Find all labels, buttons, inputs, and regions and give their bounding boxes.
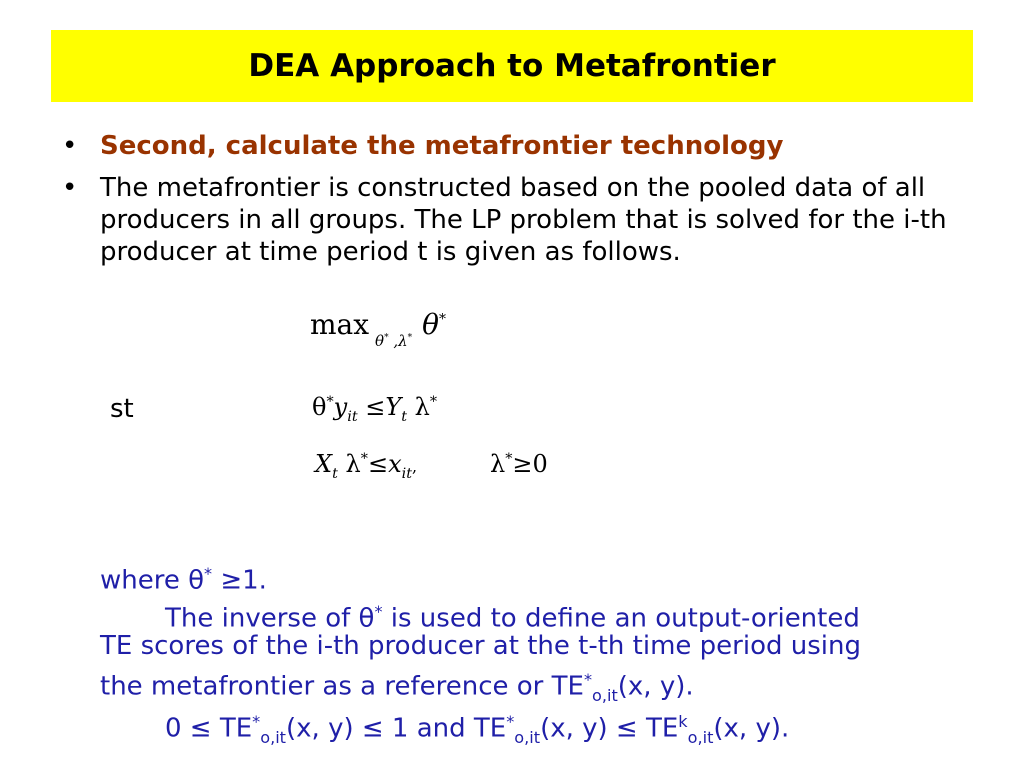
max-operator: max: [310, 308, 370, 341]
where-note: where θ* ≥1.: [100, 564, 267, 596]
title-banner: [51, 30, 973, 102]
bullet-text-2: The metafrontier is constructed based on the pooled data of all producers in all groups. The LP problem that is solved for the i-th producer at time period t is given as follows.: [100, 173, 947, 267]
inverse-note-line-2: TE scores of the i-th producer at the t-th time period using: [100, 631, 861, 661]
constraint-1: $\theta^*y_{it} \le Y_t$ λ*: [312, 393, 438, 425]
inverse-note-line-3: the metafrontier as a reference or $TE^*_{o,it}(x$, y).: [100, 670, 694, 705]
inverse-note-line-1: The inverse of θ* is used to define an output-oriented: [165, 602, 860, 634]
subject-to-label: st: [110, 394, 134, 424]
bullet-icon: •: [62, 173, 78, 203]
max-subscript: θ* ,λ*: [375, 332, 413, 350]
objective-function: max $_{\theta^* ,\lambda^*}$ θ*: [310, 308, 447, 350]
bullet-item-2: [62, 172, 992, 268]
nonnegativity-constraint: λ*≥0: [490, 450, 548, 478]
slide-title: DEA Approach to Metafrontier: [248, 48, 776, 84]
bullet-icon: •: [62, 131, 78, 161]
constraint-2: $X_t$ $\lambda^*\le x_{it}$,: [315, 450, 418, 482]
theta-symbol: θ: [422, 308, 440, 341]
bullet-text-1: Second, calculate the metafrontier technology: [100, 131, 784, 161]
bullet-item-1: [62, 130, 992, 162]
te-inequality: $0 \le TE^*_{o,it}(x$, y) ≤ 1 and $TE^*_{o,it}(x$, $y) \le TE^k_{o,it}(x$, y).: [165, 712, 790, 747]
